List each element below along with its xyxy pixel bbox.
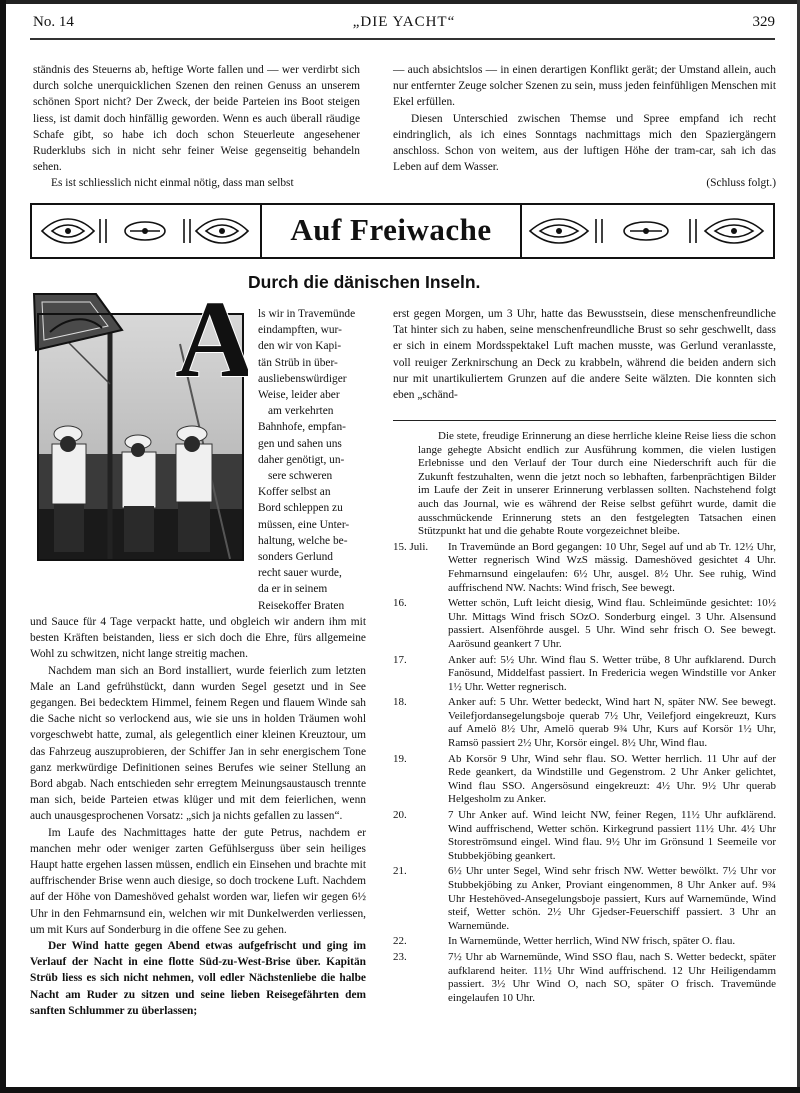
text-line: Bord schleppen zu [258, 502, 343, 515]
log-text: In Warnemünde, Wetter herrlich, Wind NW frisch, später O. flau. [448, 935, 736, 948]
log-entry [393, 951, 776, 1005]
paragraph: Diesen Unterschied zwischen Themse und Spree empfand ich recht eindringlich, als ich eines Sonntags nachmittags mich den Spaziergängern anschloss. Schon von weitem, aus der luftigen Höhe der tram-car, sah ich das Leben auf dem Wasser. [393, 112, 776, 174]
scan-edge-bottom [0, 1087, 800, 1093]
text-line: Reisekoffer Braten [258, 599, 345, 612]
log-text: 7½ Uhr ab Warnemünde, Wind SSO flau, nach S. Wetter bedeckt, später aufklarend heiter. 11½ Uhr Wind auffrischend. 12 Uhr Heiligendamm passiert. 3½ Uhr Wind O, nach SO, später O frisch. Travemünde eingelaufen 10 Uhr. [448, 950, 776, 1004]
log-date: 21. [393, 865, 407, 878]
log-date: 17. [393, 653, 407, 666]
text-line: sere schweren [268, 470, 333, 483]
text-line: ausliebenswürdiger [258, 372, 347, 385]
crew-photograph [30, 284, 248, 564]
log-date: 19. [393, 752, 407, 765]
log-entry [393, 809, 776, 863]
paragraph: ständnis des Steuerns ab, heftige Worte fallen und — wer verdirbt sich durch solche unerquicklichen Szenen den reinen Genuss an unserem schönen Sport nicht? Der Zweck, der beide Parteien ins Boot steigen liess, ist damit doch hinfällig geworden. Wenn es auch überall räudige Schafe gibt, so habe ich doch schon Steuerleute angesehener Ruderklubs sich in nicht sehr feiner Weise gegenseitig behandeln sehen. [33, 64, 360, 174]
continued-note: (Schluss folgt.) [706, 177, 776, 190]
journal-title: „DIE YACHT“ [352, 14, 456, 30]
text-line: sonders Gerlund [258, 551, 333, 564]
scan-edge-left [0, 0, 6, 1093]
log-date: 15. Juli. [393, 540, 429, 553]
journal-log [393, 430, 776, 1005]
log-entry [393, 541, 776, 595]
log-entry [393, 597, 776, 651]
log-entry [393, 865, 776, 933]
issue-number: No. 14 [33, 14, 74, 30]
log-date: 22. [393, 935, 407, 948]
log-date: 16. [393, 597, 407, 610]
log-entry [393, 753, 776, 807]
right-article-column [393, 306, 776, 403]
photo-with-initial [30, 284, 248, 564]
paragraph: Nachdem man sich an Bord installiert, wurde feierlich zum letzten Male an Land gefrühstückt, dann wurden Segel gesetzt und in See gegangen. Bei bedecktem Himmel, feinem Regen und flauem Winde sah die Sache nicht so verlockend aus, wie sie uns in holden Träumen wohl vorgeschwebt hatte, zumal, als gelegentlich einer kleinen Kreuztour, um das Fahrzeug auszuprobieren, der Schiffer Jan in sehr energischem Tone ganz merkwürdige Definitionen seines Berufes wie seiner Stellung an Bord abgab. Nach entschieden sehr erregtem Meinungsaustausch trennte man sich, beide Parteien etwas klüger und mit dem feierlichen, wenn auch unausgesprochenen Vorsatz: „sich ja nichts gefallen zu lassen“. [30, 664, 366, 823]
journal-intro: Die stete, freudige Erinnerung an diese herrliche kleine Reise liess die schon lange gehegte Absicht endlich zur Ausführung kommen, die vielen lustigen Erlebnisse und den Verlauf der Tour durch eine Niederschrift auch für die Zukunft festzuhalten, wenn die jetzt noch so lebhaften, farbenprächtigen Bilder im Laufe der Zeit in unserer Erinnerung verblassen sollten. Nachstehend folgt auch das Journal, wie es während der Reise selbst geführt wurde, damit die ausschmückende Erinnerung stets an den festgelegten Tatsachen einen Stützpunkt hat und die gehabte Route vorgezeichnet bleibe. [418, 430, 776, 538]
left-article-column [30, 614, 366, 1019]
text-line: am verkehrten [268, 405, 334, 418]
log-entry [393, 696, 776, 750]
section-banner [30, 203, 775, 259]
log-text: Wetter schön, Luft leicht diesig, Wind flau. Schleimünde gesichtet: 10½ Uhr. Mittags Wind frisch SOzO. Sonderburg eingel. 3 Uhr. Alsensund passiert. Alsenföhrde ausgel. 5 Uhr. Wind sehr frisch O. See bewegt. Aarösund geankert 7 Uhr. [448, 597, 776, 650]
paragraph: Im Laufe des Nachmittages hatte der gute Petrus, nachdem er manchen mehr oder weniger zarten Gefühlserguss über sein heiliges Haupt hatte ergehen lassen müssen, endlich ein Einsehen und brachte mit auffrischender Brise wenn auch diesige, so doch trockene Luft. Nachdem auf der Höhe von Dameshöved gehalst worden war, liefen wir gegen 6½ Uhr in den Fehmarnsund ein, welchen wir mit Dunkelwerden verliessen, um mit Kurs auf Sonderburg in die offene See zu gehen. [30, 826, 366, 936]
log-text: 6½ Uhr unter Segel, Wind sehr frisch NW. Wetter bewölkt. 7½ Uhr vor Stubbekjöbing zu Anker, Proviant eingenommen, 8 Uhr Anker auf. 9¾ Uhr Hestehöved-Ansegelungsboje passiert, Kurs auf Warnemünde, Wind steif, Wetter schön. 2½ Uhr Gjedser-Feuerschiff passiert. 3 Uhr an Warnemünde. [448, 865, 776, 932]
paragraph: Der Wind hatte gegen Abend etwas aufgefrischt und ging im Verlauf der Nacht in eine flotte Süd-zu-West-Brise über. Kapitän Strüb liess es sich nicht nehmen, voll edler Nächstenliebe die halbe Nacht am Ruder zu sitzen und seine lieben Reisegefährten dem sanften Schlummer zu überlassen; [30, 940, 366, 1017]
text-line: Koffer selbst an [258, 486, 331, 499]
text-line: eindampften, wur- [258, 324, 342, 337]
log-text: Anker auf: 5½ Uhr. Wind flau S. Wetter trübe, 8 Uhr aufklarend. Durch Fanösund, Middelfast passiert. In Fredericia wegen Windstille vor Anker 1½ Uhr. Wetter regnerisch. [448, 653, 776, 693]
paragraph: — auch absichtslos — in einen derartigen Konflikt gerät; der Umstand allein, auch nur entfernter Zeuge solcher Szenen zu sein, muss jeden feinfühligen Menschen mit Ekel erfüllen. [393, 64, 776, 109]
art-nouveau-ornament-left [38, 213, 252, 249]
log-entry [393, 654, 776, 695]
text-beside-photo [258, 306, 366, 614]
text-line: Weise, leider aber [258, 389, 340, 402]
text-line: ls wir in Travemünde [258, 308, 356, 320]
paragraph: erst gegen Morgen, um 3 Uhr, hatte das Bewusstsein, diese menschenfreundliche Tat hinter sich zu haben, seine menschenfreundliche Brust so sehr geschwellt, dass er sich in einem Mordsspektakel Luft machen musste, was Gerlund veranlasste, voll reuiger Zerknirschung an Deck zu krabbeln, während die beiden andern sich nur mit unartikuliertem Grunzen auf die andere Seite wälzten. Die konnten sich eben „schänd- [393, 308, 776, 402]
text-line: müssen, eine Unter- [258, 518, 350, 531]
top-left-column [33, 62, 360, 192]
text-line: gen und sahen uns [258, 437, 342, 450]
running-header [33, 14, 775, 36]
text-line: recht sauer wurde, [258, 567, 342, 580]
log-date: 18. [393, 696, 407, 709]
log-date: 20. [393, 809, 407, 822]
paragraph: Es ist schliesslich nicht einmal nötig, dass man selbst [51, 177, 294, 190]
text-line: den wir von Kapi- [258, 340, 342, 353]
text-line: Bahnhofe, empfan- [258, 421, 346, 434]
text-line: da er in seinem [258, 583, 328, 596]
log-date: 23. [393, 950, 407, 963]
log-entry [393, 935, 776, 949]
text-line: haltung, welche be- [258, 534, 348, 547]
log-text: In Travemünde an Bord gegangen: 10 Uhr, Segel auf und ab Tr. 12½ Uhr, Wetter regnerisch Wind WzS mässig. Dameshöved gesichtet 4 Uhr. Fehmarnsund eingelaufen: 6½ Uhr, ausgel. 8½ Uhr. See ruhig, Wind auffrischend NW. Nachts: Wind frisch, See bewegt. [448, 540, 776, 594]
section-title: Auf Freiwache [260, 203, 522, 259]
page-number: 329 [752, 14, 775, 30]
text-line: daher genötigt, un- [258, 453, 345, 466]
log-text: 7 Uhr Anker auf. Wind leicht NW, feiner Regen, 11½ Uhr aufklärend. Wind auffrischend, Wetter schön. Kirkegrund passiert 11½ Uhr. 4½ Uhr Storeströmsund eingel. Wind flau. 9½ Uhr im Grönsund 1 Seemeile vor Stubbekjöbing geankert. [448, 809, 776, 862]
top-right-column [393, 62, 776, 192]
article-subtitle: Durch die dänischen Inseln. [248, 272, 481, 292]
header-rule [30, 38, 775, 40]
drop-cap: A [175, 284, 248, 400]
scan-edge-top [0, 0, 800, 4]
text-line: tän Strüb in über- [258, 356, 338, 369]
log-text: Ab Korsör 9 Uhr, Wind sehr flau. SO. Wetter herrlich. 11 Uhr auf der Rede geankert, da Windstille und Gegenstrom. 2 Uhr Anker gelichtet, Wind flau SSO. Angersösund eingekreuzt: 4½ Uhr. 9½ Uhr querab Helgesholm zu Anker. [448, 752, 776, 806]
paragraph: und Sauce für 4 Tage verpackt hatte, und obgleich wir andern ihm mit besten Kräften beistanden, liess er sich doch die Ehre, fürs allgemeine Wohl zu schwitzen, nicht lange streitig machen. [30, 616, 366, 661]
art-nouveau-ornament-right [526, 213, 767, 249]
log-text: Anker auf: 5 Uhr. Wetter bedeckt, Wind hart N, später NW. See bewegt. Veilefjordansegelungsboje querab 7½ Uhr, Veilefjord eingekreuzt, Kurs auf Amelö 8½ Uhr, Amelö querab 9¾ Uhr, Kurs auf Korsör 1½ Uhr, Ramsö passiert 2½ Uhr, Korsör eingel. 8½ Uhr, Wind flau. [448, 696, 776, 750]
journal-divider [393, 420, 776, 421]
